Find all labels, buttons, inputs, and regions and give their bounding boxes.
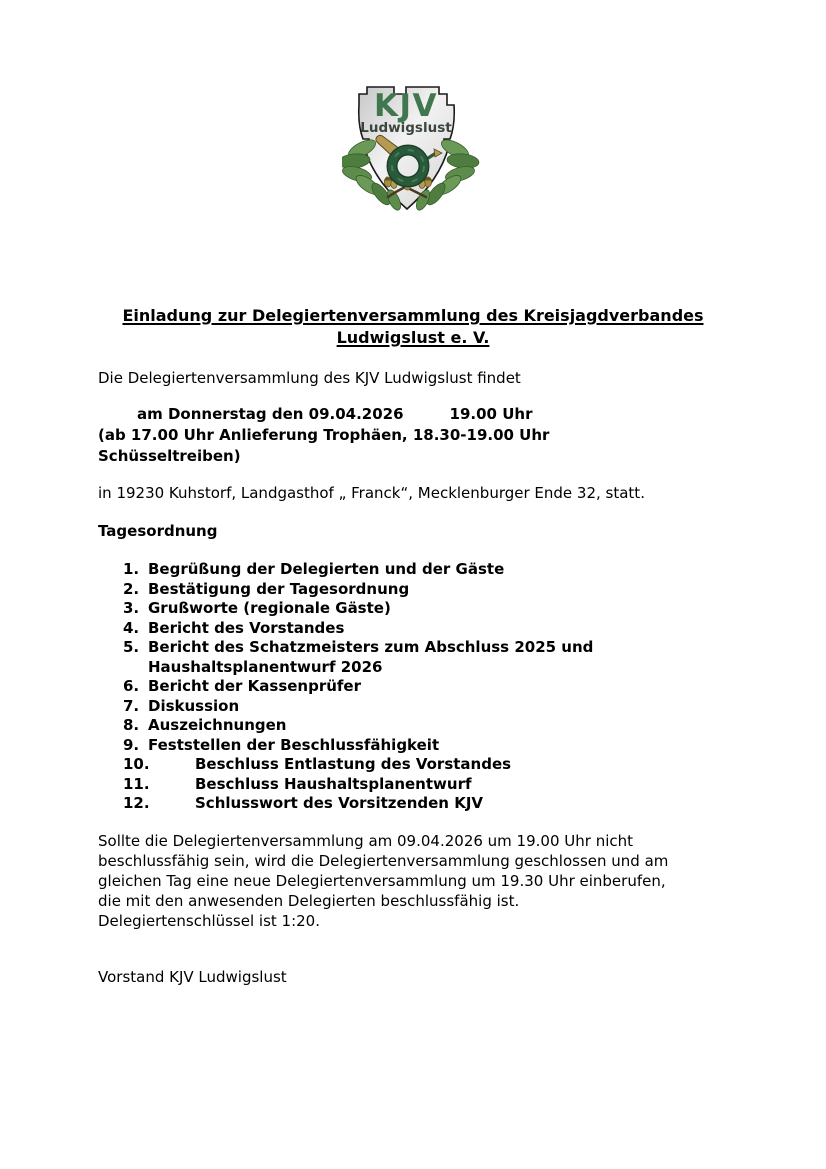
agenda-list xyxy=(98,560,730,814)
agenda-item-number: 1. xyxy=(123,560,140,578)
agenda-item xyxy=(98,736,730,756)
event-detail-line: Schüsseltreiben) xyxy=(98,447,241,465)
agenda-item xyxy=(98,580,730,600)
agenda-item xyxy=(98,755,730,775)
agenda-item xyxy=(98,599,730,619)
notice-line: Delegiertenschlüssel ist 1:20. xyxy=(98,911,320,930)
letter-body xyxy=(0,368,826,987)
agenda-item-number: 5. xyxy=(123,638,140,656)
agenda-item-number: 4. xyxy=(123,618,140,637)
event-date: am Donnerstag den 09.04.2026 xyxy=(137,405,404,423)
notice-line: beschlussfähig sein, wird die Delegiertenversammlung geschlossen und am xyxy=(98,851,669,870)
agenda-item-text: Schlusswort des Vorsitzenden KJV xyxy=(195,794,484,812)
agenda-item-text: Beschluss Haushaltsplanentwurf xyxy=(195,774,472,793)
agenda-item xyxy=(98,619,730,639)
agenda-item-number: 8. xyxy=(123,716,140,734)
agenda-item-text: Beschluss Entlastung des Vorstandes xyxy=(195,755,512,773)
agenda-item xyxy=(98,716,730,736)
logo-initials: KJV xyxy=(373,88,439,124)
notice-line: gleichen Tag eine neue Delegiertenversammlung um 19.30 Uhr einberufen, xyxy=(98,871,666,890)
agenda-item-number: 2. xyxy=(123,579,140,598)
agenda-item-text: Feststellen der Beschlussfähigkeit xyxy=(148,735,440,754)
agenda-heading: Tagesordnung xyxy=(98,522,218,540)
agenda-item xyxy=(98,775,730,795)
title-line-1: Einladung zur Delegiertenversammlung des Kreisjagdverbandes xyxy=(122,306,704,325)
agenda-item-number: 12. xyxy=(123,794,150,812)
agenda-item xyxy=(98,638,730,677)
event-date-line xyxy=(98,404,730,425)
agenda-item-number: 11. xyxy=(123,774,150,793)
agenda-item-text: Bericht der Kassenprüfer xyxy=(148,677,362,695)
notice-paragraph xyxy=(98,831,730,931)
agenda-item-number: 7. xyxy=(123,696,140,715)
event-detail-line: (ab 17.00 Uhr Anlieferung Trophäen, 18.30-19.00 Uhr xyxy=(98,426,550,444)
agenda-item-number: 9. xyxy=(123,735,140,754)
agenda-item-number: 3. xyxy=(123,599,140,617)
agenda-item xyxy=(98,794,730,814)
logo-org-name: Ludwigslust xyxy=(360,120,452,136)
agenda-item-text: Diskussion xyxy=(148,696,240,715)
agenda-item xyxy=(98,697,730,717)
notice-line: die mit den anwesenden Delegierten beschlussfähig ist. xyxy=(98,891,520,910)
event-time: 19.00 Uhr xyxy=(449,405,533,423)
event-details xyxy=(98,404,730,467)
location-paragraph: in 19230 Kuhstorf, Landgasthof „ Franck“, Mecklenburger Ende 32, statt. xyxy=(98,484,645,502)
club-logo xyxy=(342,83,484,213)
invitation-title xyxy=(0,305,826,349)
agenda-item xyxy=(98,560,730,580)
agenda-item-text: Bericht des Schatzmeisters zum Abschluss 2025 und Haushaltsplanentwurf 2026 xyxy=(148,638,594,676)
agenda-item-text: Auszeichnungen xyxy=(148,716,287,734)
agenda-item-text: Grußworte (regionale Gäste) xyxy=(148,599,391,617)
agenda-item-text: Bericht des Vorstandes xyxy=(148,618,345,637)
agenda-item-text: Begrüßung der Delegierten und der Gäste xyxy=(148,560,505,578)
agenda-item-text: Bestätigung der Tagesordnung xyxy=(148,579,410,598)
closing-signature: Vorstand KJV Ludwigslust xyxy=(98,967,287,986)
title-line-2: Ludwigslust e. V. xyxy=(336,328,490,347)
agenda-item-number: 10. xyxy=(123,755,150,773)
agenda-item xyxy=(98,677,730,697)
agenda-item-number: 6. xyxy=(123,677,140,695)
notice-line: Sollte die Delegiertenversammlung am 09.04.2026 um 19.00 Uhr nicht xyxy=(98,831,633,850)
intro-paragraph: Die Delegiertenversammlung des KJV Ludwigslust findet xyxy=(98,369,521,387)
